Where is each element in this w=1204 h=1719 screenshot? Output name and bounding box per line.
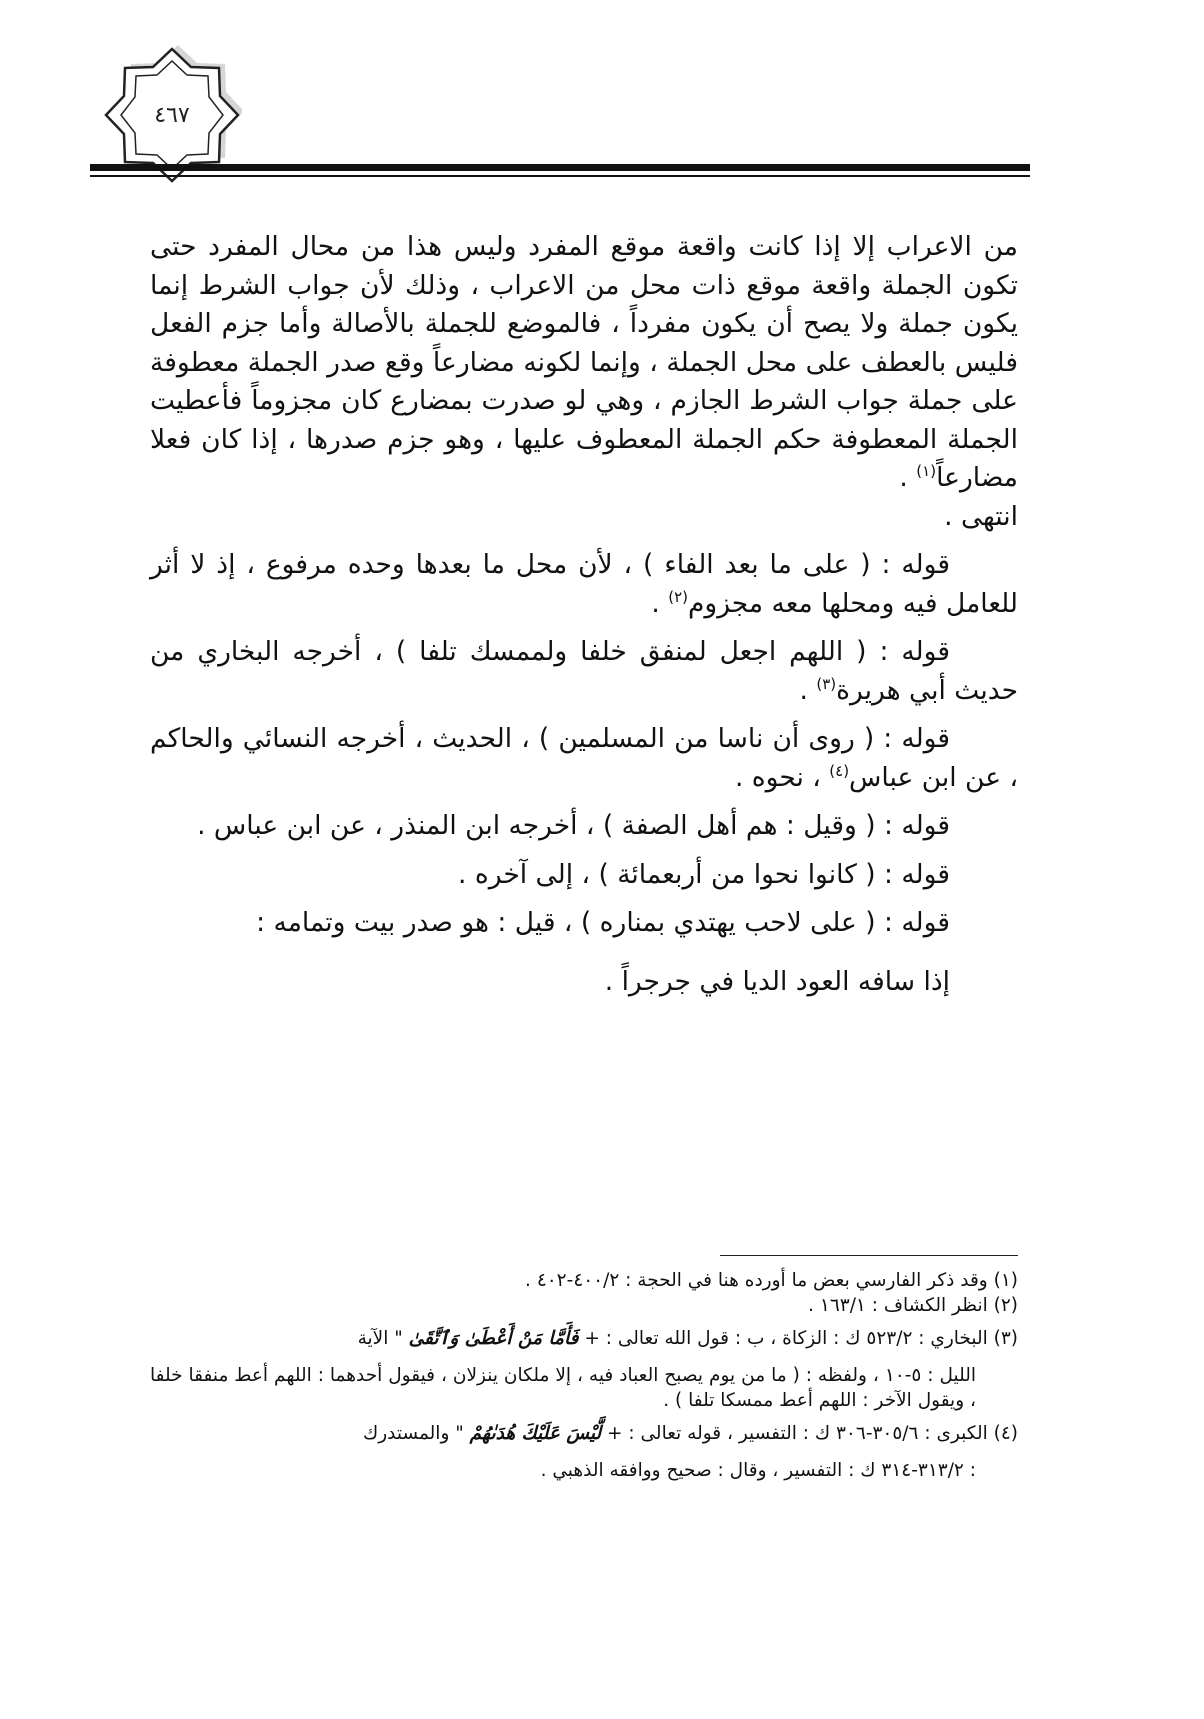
footnote-3-continued: الليل : ٥-١٠ ، ولفظه : ( ما من يوم يصبح العباد فيه ، إلا ملكان ينزلان ، فيقول أحدهما : اللهم أعط منفقا خلفا ، ويقول الآخر : اللهم أعط ممسكا تلفا ) . [150, 1365, 976, 1411]
paragraph-text: انتهى . [944, 500, 1018, 532]
footnote-ref: (١) [916, 462, 937, 481]
footnote-separator [720, 1255, 1018, 1256]
footnotes [150, 1268, 1018, 1491]
quote-paragraph: قوله : ( وقيل : هم أهل الصفة ) ، أخرجه ابن المنذر ، عن ابن عباس . [197, 810, 950, 841]
footnote-ref: (٢) [668, 587, 688, 606]
footnote-ref: (٣) [816, 674, 837, 693]
quote-paragraph: قوله : ( على لاحب يهتدي بمناره ) ، قيل : هو صدر بيت وتمامه : [256, 907, 950, 938]
quote-paragraph: قوله : ( كانوا نحوا من أربعمائة ) ، إلى آخره . [458, 858, 950, 890]
quote-end: . [651, 587, 669, 619]
paragraph-text: من الاعراب إلا إذا كانت واقعة موقع المفرد وليس هذا من محال المفرد حتى تكون الجملة واقعة موقع ذات محل من الاعراب ، وذلك لأن جواب الشرط إنما يكون جملة ولا يصح أن يكون مفرداً ، فالموضع للجملة بالأصالة وأما جزم الفعل فليس بالعطف على محل الجملة ، وإنما لكونه مضارعاً وقع صدر الجملة معطوفة على جملة جواب الشرط الجازم ، وهي لو صدرت بمضارع كان مجزوماً فأعطيت الجملة المعطوفة حكم الجملة المعطوف عليها ، وهو جزم صدرها ، إذا كان فعلا مضارعاً [150, 231, 1018, 493]
footnote-text: (٣) البخاري : ٥٢٣/٢ ك : الزكاة ، ب : قول الله تعالى : + [578, 1328, 1018, 1349]
page-number: ٤٦٧ [154, 102, 190, 128]
header-rule-thin [90, 175, 1030, 177]
quran-verse: فَأَمَّا مَنْ أَعْطَىٰ وَٱتَّقَىٰ [408, 1328, 579, 1349]
verse-line: إذا سافه العود الديا في جرجراً . [604, 965, 950, 997]
paragraph [150, 228, 1018, 536]
footnote-ref: (٤) [829, 761, 850, 780]
quote-text: قوله : ( على ما بعد الفاء ) ، لأن محل ما بعدها وحده مرفوع ، إذ لا أثر للعامل فيه ومحلها معه مجزوم [150, 549, 1018, 619]
quote-end: . [799, 674, 817, 706]
quote-text: قوله : ( روى أن ناسا من المسلمين ) ، الحديث ، أخرجه النسائي والحاكم ، عن ابن عباس [150, 723, 1018, 793]
quote-paragraph [150, 720, 1018, 797]
footnote-3 [150, 1326, 1018, 1351]
quote-text: قوله : ( اللهم اجعل لمنفق خلفا ولممسك تلفا ) ، أخرجه البخاري من حديث أبي هريرة [150, 636, 1018, 706]
footnote-text: " الآية [357, 1328, 409, 1349]
header-rule-thick [90, 164, 1030, 171]
footnote-4-continued: : ٣١٣/٢-٣١٤ ك : التفسير ، وقال : صحيح ووافقه الذهبي . [540, 1460, 976, 1481]
main-text [150, 228, 1018, 1011]
paragraph-end: . [899, 462, 917, 493]
footnote-text: " والمستدرك [363, 1423, 470, 1444]
footnote-1: (١) وقد ذكر الفارسي بعض ما أورده هنا في الحجة : ٤٠٠/٢-٤٠٢ . [525, 1270, 1018, 1291]
quote-paragraph [150, 633, 1018, 710]
quran-verse: لَّيْسَ عَلَيْكَ هُدَىٰهُمْ [469, 1423, 602, 1444]
footnote-text: (٤) الكبرى : ٣٠٥/٦-٣٠٦ ك : التفسير ، قوله تعالى : + [601, 1423, 1018, 1444]
footnote-2: (٢) انظر الكشاف : ١٦٣/١ . [808, 1295, 1018, 1316]
footnote-4 [150, 1421, 1018, 1446]
quote-paragraph [150, 546, 1018, 623]
quote-end: ، نحوه . [734, 761, 830, 793]
